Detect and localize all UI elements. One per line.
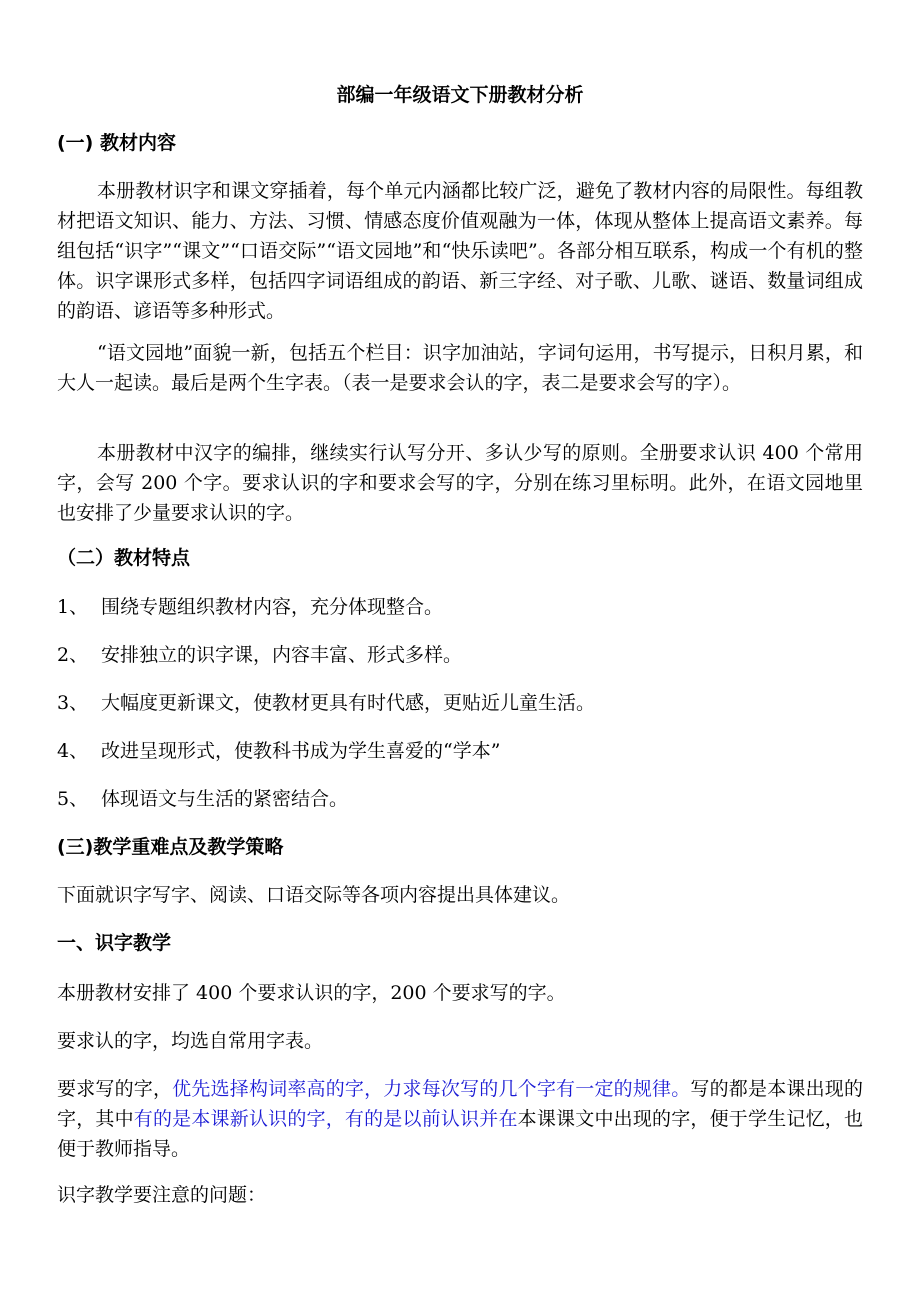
list-number: 1、 — [57, 596, 89, 618]
feature-list-item — [57, 592, 443, 622]
text-run: 要求写的字， — [57, 1078, 173, 1100]
section-heading-literacy: 一、识字教学 — [57, 932, 172, 954]
list-text: 改进呈现形式，使教科书成为学生喜爱的“学本” — [101, 740, 501, 762]
paragraph-strategies-intro: 下面就识字写字、阅读、口语交际等各项内容提出具体建议。 — [57, 884, 571, 906]
text-run: 写的都是本课出现的字，其中 — [57, 1078, 863, 1130]
paragraph-language-garden: “语文园地”面貌一新，包括五个栏目：识字加油站，字词句运用，书写提示，日积月累，和大人一起读。最后是两个生字表。（表一是要求会认的字，表二是要求会写的字）。 — [57, 342, 863, 394]
feature-list-item — [57, 736, 500, 766]
document-title: 部编一年级语文下册教材分析 — [336, 84, 584, 106]
list-number: 5、 — [57, 788, 89, 810]
feature-list-item — [57, 640, 462, 670]
highlighted-text: 有的是本课新认识的字，有的是以前认识并在 — [133, 1108, 518, 1130]
paragraph-recognize-source: 要求认的字，均选自常用字表。 — [57, 1030, 324, 1052]
list-text: 围绕专题组织教材内容，充分体现整合。 — [101, 596, 444, 618]
paragraph-issues-intro: 识字教学要注意的问题： — [57, 1184, 267, 1206]
list-text: 大幅度更新课文，使教材更具有时代感，更贴近儿童生活。 — [101, 692, 596, 714]
section-heading-features: （二）教材特点 — [57, 547, 191, 569]
section-heading-content: (一) 教材内容 — [57, 132, 176, 154]
feature-list-item — [57, 688, 595, 718]
list-number: 3、 — [57, 692, 89, 714]
list-number: 4、 — [57, 740, 89, 762]
list-text: 安排独立的识字课，内容丰富、形式多样。 — [101, 644, 463, 666]
text-run: 本课课文中出现的字，便于学生记忆，也便于教师指导。 — [57, 1108, 863, 1160]
paragraph-character-arrangement: 本册教材中汉字的编排，继续实行认写分开、多认少写的原则。全册要求认识 400 个常用字，会写 200 个字。要求认识的字和要求会写的字，分别在练习里标明。此外，在语文园地里也安排了少量要求认识的字。 — [57, 442, 863, 524]
feature-list-item — [57, 784, 348, 814]
paragraph-literacy-count: 本册教材安排了 400 个要求认识的字，200 个要求写的字。 — [57, 982, 566, 1004]
paragraph-content-overview: 本册教材识字和课文穿插着，每个单元内涵都比较广泛，避免了教材内容的局限性。每组教材把语文知识、能力、方法、习惯、情感态度价值观融为一体，体现从整体上提高语文素养。每组包括“识字”“课文”“口语交际”“语文园地”和“快乐读吧”。各部分相互联系，构成一个有机的整体。识字课形式多样，包括四字词语组成的韵语、新三字经、对子歌、儿歌、谜语、数量词组成的韵语、谚语等多种形式。 — [57, 180, 863, 322]
section-heading-strategies: (三)教学重难点及教学策略 — [57, 836, 284, 858]
list-text: 体现语文与生活的紧密结合。 — [101, 788, 349, 810]
highlighted-text: 优先选择构词率高的字，力求每次写的几个字有一定的规律。 — [172, 1078, 691, 1100]
list-number: 2、 — [57, 644, 89, 666]
paragraph-writing-characters — [57, 1074, 863, 1164]
